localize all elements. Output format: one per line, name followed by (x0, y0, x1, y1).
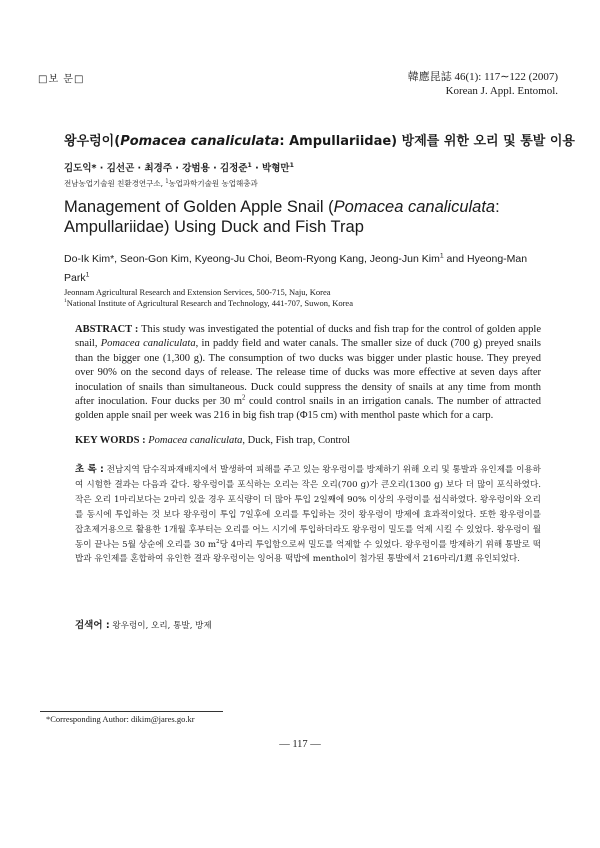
abstract-english: ABSTRACT : This study was investigated the potential of ducks and fish trap for the control of golden apple snail, Pomacea canaliculata, in paddy field and water canals. The smaller size of duck (700 g) preyed snails than the bigger one (1,300 g). The consumption of two ducks was bigger under plastic house. They preyed over 90% on the second days of release. The release time of ducks was more effective at seven days after inoculation of snails than simultaneous. Duck could suppress the density of snails at any time from month after inoculation. Four ducks per 30 $m^2$ could control snails in an irrigation canals. The number of attracted golden apple snail per week was 216 in big fish trap (Φ15 cm) with menthol paste which for a carp. (75, 324, 541, 422)
species-name: Pomacea canaliculata (333, 198, 496, 216)
affiliation-english (64, 287, 534, 309)
journal-citation (408, 70, 558, 98)
journal-name-en: Korean J. Appl. Entomol. (445, 85, 558, 97)
keywords-label: KEY WORDS : (75, 435, 146, 446)
title-korean: 왕우렁이(Pomacea canaliculata: Ampullariidae) 방제를 위한 오리 및 통발 이용 (64, 134, 575, 149)
authors-english: Do-Ik Kim*, Seon-Gon Kim, Kyeong-Ju Choi, Beom-Ryong Kang, Jeong-Jun Kim$^1$ and Hyeong-Man Park$^1$ (64, 252, 528, 284)
abstract-label: ABSTRACT : (75, 324, 139, 335)
affiliation-korean: 전남농업기술원 친환경연구소, $^1$농업과학기술원 농업해충과 (64, 178, 258, 188)
abstract-korean-label: 초 록 : (75, 464, 104, 475)
abstract-korean: 초 록 : 전남지역 담수직파재배지에서 발생하여 피해를 주고 있는 왕우렁이를 방제하기 위해 오리 및 통발과 유인제를 이용하여 시험한 결과는 다음과 같다. 왕우렁이를 포식하는 오리는 작은 오리(700 g)가 큰오리(1300 g) 보다 더 많이 포식하였다. 작은 오리 1마리보다는 2마리 있을 경우 포식량이 더 많아 투입 2일째에 90% 이상의 우렁이를 섭식하였다. 왕우렁이와 오리를 동시에 투입하는 것 보다 왕우렁이 투입 7일후에 오리를 투입하는 것이 왕우렁이 방제에 효과적이었다. 또한 왕우렁이를 잡초제거용으로 활용한 1개월 후부터는 오리를 어느 시기에 투입하더라도 왕우렁이 밀도를 억제 시킬 수 있었다. 왕우렁이 월동이 끝나는 5월 상순에 오리를 30 $m^2$당 4마리 투입함으로써 밀도를 억제할 수 있었다. 왕우렁이를 방제하기 위해 통발로 떡밥과 유인제를 혼합하여 유인한 결과 왕우렁이는 잉어용 떡밥에 menthol이 첨가된 통발에서 216마리/1週 유인되었다. (75, 464, 541, 565)
title-english: Management of Golden Apple Snail (Pomacea canaliculata: Ampullariidae) Using Duck and Fish Trap (64, 198, 500, 236)
affiliation-line-1: Jeonnam Agricultural Research and Extension Services, 500-715, Naju, Korea (64, 287, 331, 297)
keywords-korean-label: 검색어 : (75, 620, 110, 631)
species-name: Pomacea canaliculata (120, 134, 280, 149)
corresponding-author-footnote: *Corresponding Author: dikim@jares.go.kr (46, 714, 195, 724)
footnote-divider (40, 711, 223, 712)
authors-korean: 김도익* · 김선곤 · 최경주 · 강범용 · 김정준$^1$ · 박형만$^1$ (64, 161, 294, 174)
keywords-english: KEY WORDS : Pomacea canaliculata, Duck, Fish trap, Control (75, 435, 351, 446)
journal-citation-ko: 韓應昆誌 46(1): 117∼122 (2007) (407, 71, 558, 83)
page-number: — 117 — (279, 739, 321, 750)
keywords-korean: 검색어 : 왕우렁이, 오리, 통발, 방제 (75, 620, 212, 631)
article-type: □보 문□ (38, 74, 85, 85)
affiliation-line-2: $^1$National Institute of Agricultural Research and Technology, 441-707, Suwon, Korea (64, 298, 353, 308)
